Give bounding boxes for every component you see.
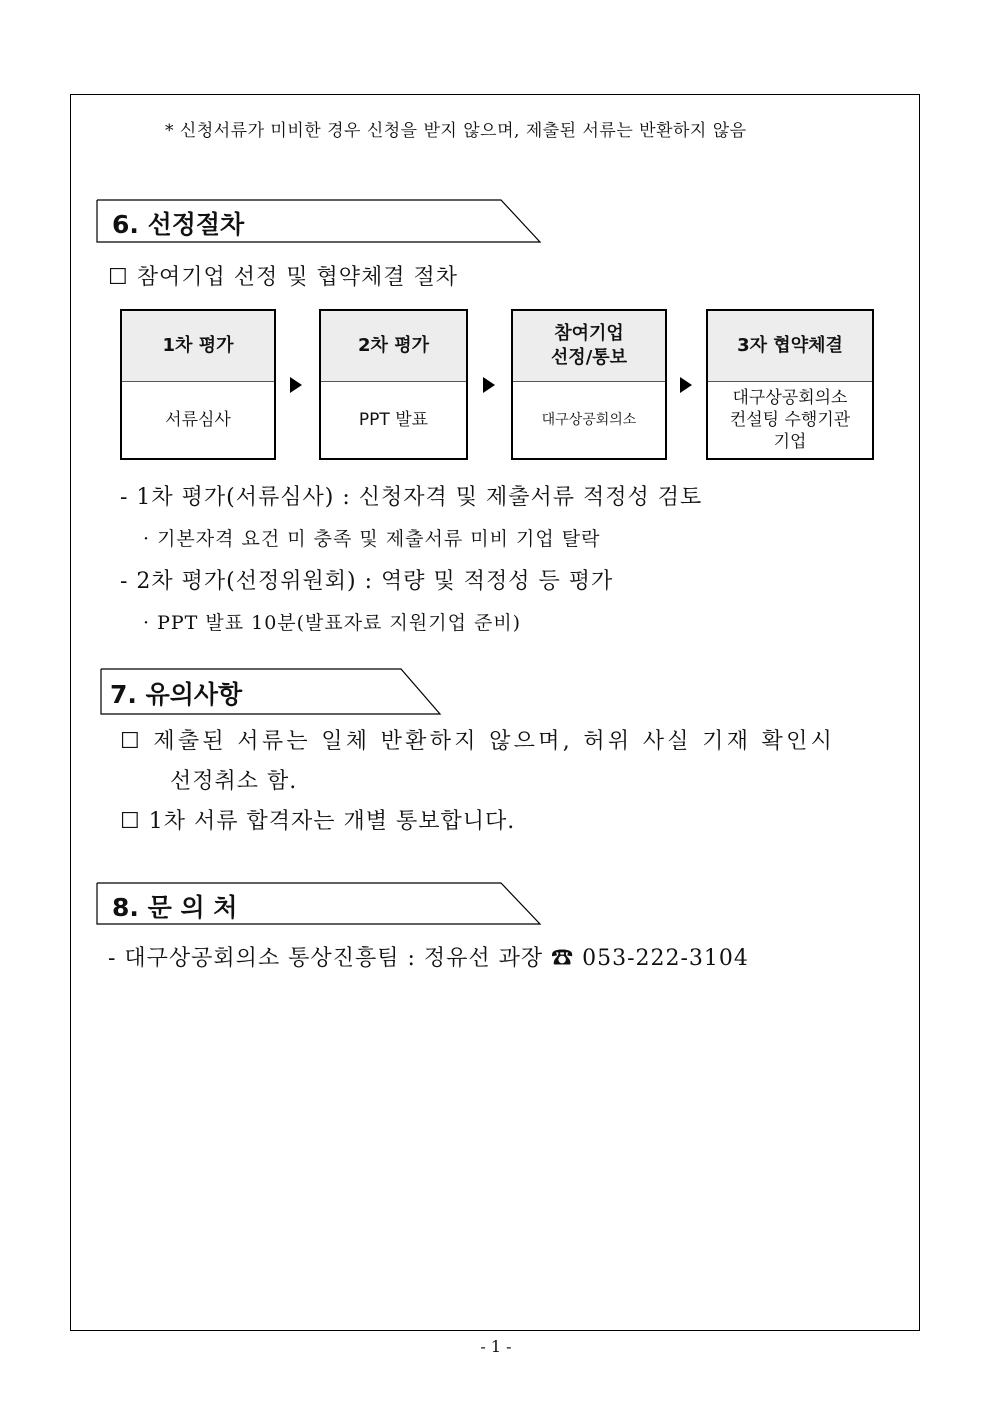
process-step-1 xyxy=(120,309,276,460)
arrow-icon xyxy=(483,377,495,393)
notice-text: * 신청서류가 미비한 경우 신청을 받지 않으며, 제출된 서류는 반환하지 않음 xyxy=(165,121,747,141)
step-4-desc: 대구상공회의소 컨설팅 수행기관 기업 xyxy=(729,388,851,452)
arrow-icon xyxy=(680,377,692,393)
contact-line: - 대구상공회의소 통상진흥팀 : 정유선 과장 ☎ 053-222-3104 xyxy=(108,946,749,971)
section-7-header xyxy=(100,668,442,712)
section-6-header xyxy=(96,199,542,243)
caution-item-2: ☐ 1차 서류 합격자는 개별 통보합니다. xyxy=(120,809,516,834)
step-2-desc: PPT 발표 xyxy=(358,410,429,430)
step-1-title: 1차 평가 xyxy=(122,311,274,382)
step-2-title: 2차 평가 xyxy=(321,311,466,382)
section-8-header xyxy=(96,882,542,926)
step-3-title: 참여기업 선정/통보 xyxy=(513,311,665,382)
bullet-eval-2: - 2차 평가(선정위원회) : 역량 및 적정성 등 평가 xyxy=(120,569,614,594)
section-6-subtitle: ☐ 참여기업 선정 및 협약체결 절차 xyxy=(108,265,458,290)
page-number: - 1 - xyxy=(480,1337,512,1356)
bullet-eval-2-detail: · PPT 발표 10분(발표자료 지원기업 준비) xyxy=(143,612,522,634)
section-8-title: 8. 문 의 처 xyxy=(112,893,238,922)
step-1-desc: 서류심사 xyxy=(165,410,231,430)
caution-item-1-cont: 선정취소 함. xyxy=(170,769,298,794)
bullet-eval-1: - 1차 평가(서류심사) : 신청자격 및 제출서류 적정성 검토 xyxy=(120,485,703,510)
step-4-title: 3자 협약체결 xyxy=(708,311,872,382)
section-7-title: 7. 유의사항 xyxy=(110,680,243,709)
arrow-icon xyxy=(290,377,302,393)
section-6-title: 6. 선정절차 xyxy=(112,210,245,239)
process-step-2 xyxy=(319,309,468,460)
process-step-3 xyxy=(511,309,667,460)
process-step-4 xyxy=(706,309,874,460)
bullet-eval-1-detail: · 기본자격 요건 미 충족 및 제출서류 미비 기업 탈락 xyxy=(143,528,601,550)
step-3-desc: 대구상공회의소 xyxy=(541,412,637,428)
caution-item-1: ☐ 제출된 서류는 일체 반환하지 않으며, 허위 사실 기재 확인시 xyxy=(120,729,836,754)
